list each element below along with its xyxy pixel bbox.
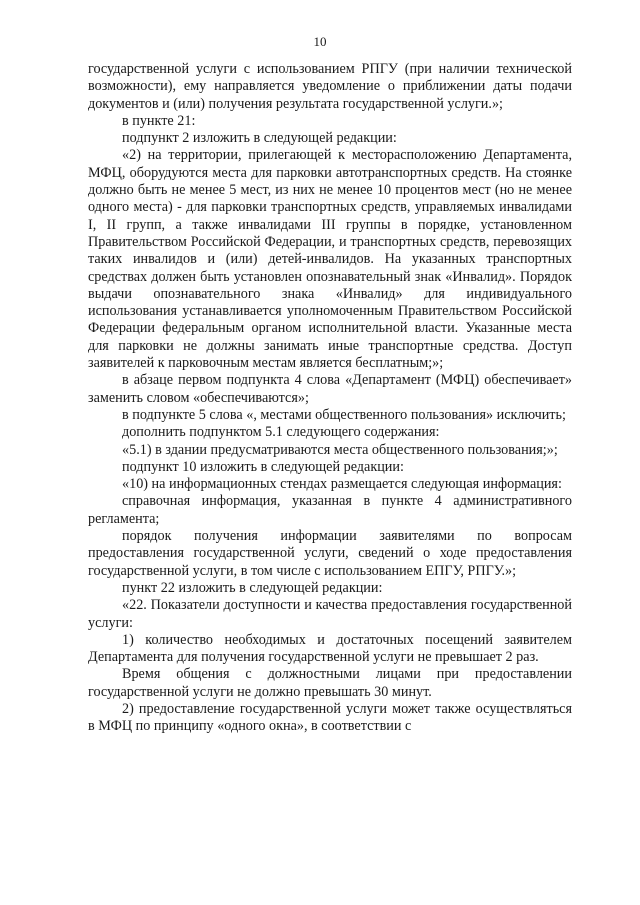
- paragraph: «10) на информационных стендах размещается следующая информация:: [122, 476, 562, 493]
- page-number: 10: [313, 34, 327, 49]
- paragraph: подпункт 2 изложить в следующей редакции:: [122, 130, 397, 147]
- paragraph: в подпункте 5 слова «, местами общественного пользования» исключить;: [122, 406, 566, 423]
- paragraph: в абзаце первом подпункта 4 слова «Департамент (МФЦ) обеспечивает» заменить словом «обеспечиваются»;: [88, 372, 572, 406]
- paragraph: Время общения с должностными лицами при предоставлении государственной услуги не должно превышать 30 минут.: [88, 666, 572, 700]
- paragraph: «5.1) в здании предусматриваются места общественного пользования;»;: [122, 441, 558, 458]
- paragraph: «22. Показатели доступности и качества предоставления государственной услуги:: [88, 597, 572, 631]
- paragraph: «2) на территории, прилегающей к месторасположению Департамента, МФЦ, оборудуются места для парковки автотранспортных средств. На стоянке должно быть не менее 5 мест, из них не менее 10 процентов мест (но не менее одного места) - для парковки транспортных средств, управляемых инвалидами I, II групп, а также инвалидами III группы в порядке, установленном Правительством Российской Федерации, и транспортных средств, перевозящих таких инвалидов и (или) детей-инвалидов. На указанных транспортных средствах должен быть установлен опознавательный знак «Инвалид». Порядок выдачи опознавательного знака «Инвалид» для индивидуального использования устанавливается уполномоченным Правительством Российской Федерации федеральным органом исполнительной власти. Указанные места для парковки не должны занимать иные транспортные средства. Доступ заявителей к парковочным местам является бесплатным;»;: [88, 147, 572, 372]
- paragraph: справочная информация, указанная в пункте 4 административного регламента;: [88, 493, 572, 527]
- paragraph: пункт 22 изложить в следующей редакции:: [122, 579, 383, 596]
- document-body: [88, 61, 572, 736]
- paragraph-continuation: государственной услуги с использованием РПГУ (при наличии технической возможности), ему направляется уведомление о приближении даты подачи документов и (или) получения результата государственной услуги.»;: [88, 61, 572, 112]
- paragraph: подпункт 10 изложить в следующей редакции:: [122, 458, 404, 475]
- paragraph: 2) предоставление государственной услуги может также осуществляться в МФЦ по принципу «одного окна», в соответствии с: [88, 700, 572, 735]
- paragraph: порядок получения информации заявителями по вопросам предоставления государственной услуги, сведений о ходе предоставления государственной услуги, в том числе с использованием ЕПГУ, РПГУ.»;: [88, 528, 572, 579]
- paragraph: дополнить подпунктом 5.1 следующего содержания:: [122, 424, 440, 441]
- paragraph: 1) количество необходимых и достаточных посещений заявителем Департамента для получения государственной услуги не превышает 2 раз.: [88, 631, 572, 666]
- paragraph: в пункте 21:: [122, 112, 196, 129]
